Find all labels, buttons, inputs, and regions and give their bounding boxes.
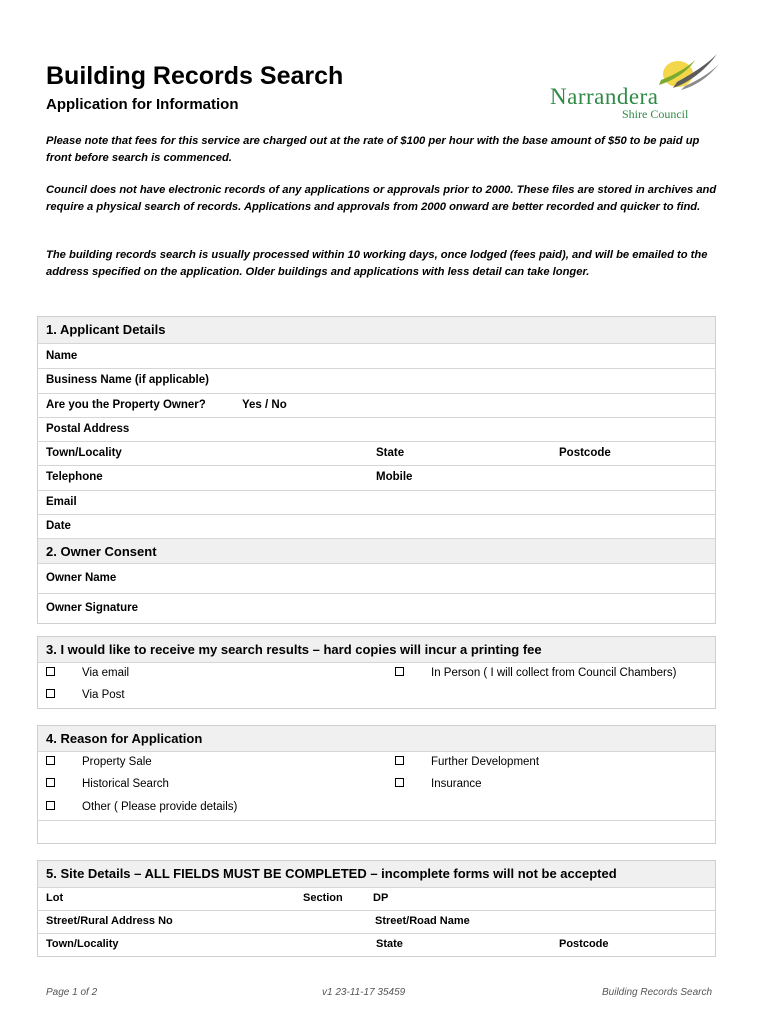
insurance-label: Insurance (431, 778, 482, 790)
other-details-field[interactable] (38, 820, 715, 843)
site-details-table (37, 860, 716, 957)
lot-section-dp-row[interactable]: Lot Section DP (38, 887, 715, 910)
council-logo (545, 52, 720, 124)
other-label: Other ( Please provide details) (82, 801, 238, 813)
version-info: v1 23-11-17 35459 (322, 987, 406, 998)
reason-table (37, 725, 716, 844)
logo-emblem-icon (655, 52, 721, 92)
logo-name: Narrandera (550, 84, 659, 109)
applicant-details-table (37, 316, 716, 624)
historical-search-checkbox[interactable] (46, 778, 55, 787)
via-email-label: Via email (82, 667, 130, 679)
records-note: Council does not have electronic records of any applications or approvals prior to 2000. These files are stored in archives and require a physical search of records. Applications and approvals from 2000 onward are better recorded and quicker to find. (46, 184, 717, 213)
processing-note: The building records search is usually processed within 10 working days, once lodged (fees paid), and will be emailed to the address specified on the application. Older buildings and applications with less detail can take longer. (46, 249, 708, 278)
via-post-label: Via Post (82, 689, 125, 701)
further-development-checkbox[interactable] (395, 756, 404, 765)
fee-note: Please note that fees for this service are charged out at the rate of $100 per hour with the base amount of $50 to be paid up front before search is commenced. (46, 135, 700, 164)
footer-doc-title: Building Records Search (602, 987, 713, 998)
property-sale-label: Property Sale (82, 756, 152, 768)
town-state-postcode-row[interactable]: Town/Locality State Postcode (38, 441, 715, 465)
insurance-checkbox[interactable] (395, 778, 404, 787)
page-subtitle: Application for Information (46, 96, 239, 113)
email-field[interactable]: Email (38, 490, 715, 514)
yes-no-option[interactable]: Yes / No (242, 399, 287, 411)
date-field[interactable]: Date (38, 514, 715, 538)
further-development-label: Further Development (431, 756, 540, 768)
telephone-mobile-row[interactable]: Telephone Mobile (38, 465, 715, 490)
page-title: Building Records Search (46, 62, 344, 90)
owner-signature-field[interactable]: Owner Signature (38, 593, 715, 623)
page-number: Page 1 of 2 (46, 987, 98, 998)
delivery-method-table (37, 636, 716, 709)
via-email-checkbox[interactable] (46, 667, 55, 676)
street-address-row[interactable]: Street/Rural Address No Street/Road Name (38, 910, 715, 933)
in-person-label: In Person ( I will collect from Council Chambers) (431, 667, 677, 679)
section-3-header: 3. I would like to receive my search results – hard copies will incur a printing fee (38, 637, 715, 662)
property-sale-checkbox[interactable] (46, 756, 55, 765)
section-2-header: 2. Owner Consent (38, 538, 715, 563)
property-owner-field[interactable]: Are you the Property Owner? Yes / No (38, 393, 715, 417)
section-1-header: 1. Applicant Details (38, 317, 715, 343)
owner-name-field[interactable]: Owner Name (38, 563, 715, 593)
section-5-header: 5. Site Details – ALL FIELDS MUST BE COMPLETED – incomplete forms will not be accepted (38, 861, 715, 887)
via-post-checkbox[interactable] (46, 689, 55, 698)
postal-address-field[interactable]: Postal Address (38, 417, 715, 441)
business-name-field[interactable]: Business Name (if applicable) (38, 368, 715, 393)
other-checkbox[interactable] (46, 801, 55, 810)
section-4-header: 4. Reason for Application (38, 726, 715, 751)
in-person-checkbox[interactable] (395, 667, 404, 676)
historical-search-label: Historical Search (82, 778, 169, 790)
logo-subname: Shire Council (622, 107, 689, 121)
site-town-row[interactable]: Town/Locality State Postcode (38, 933, 715, 956)
name-field[interactable]: Name (38, 343, 715, 368)
